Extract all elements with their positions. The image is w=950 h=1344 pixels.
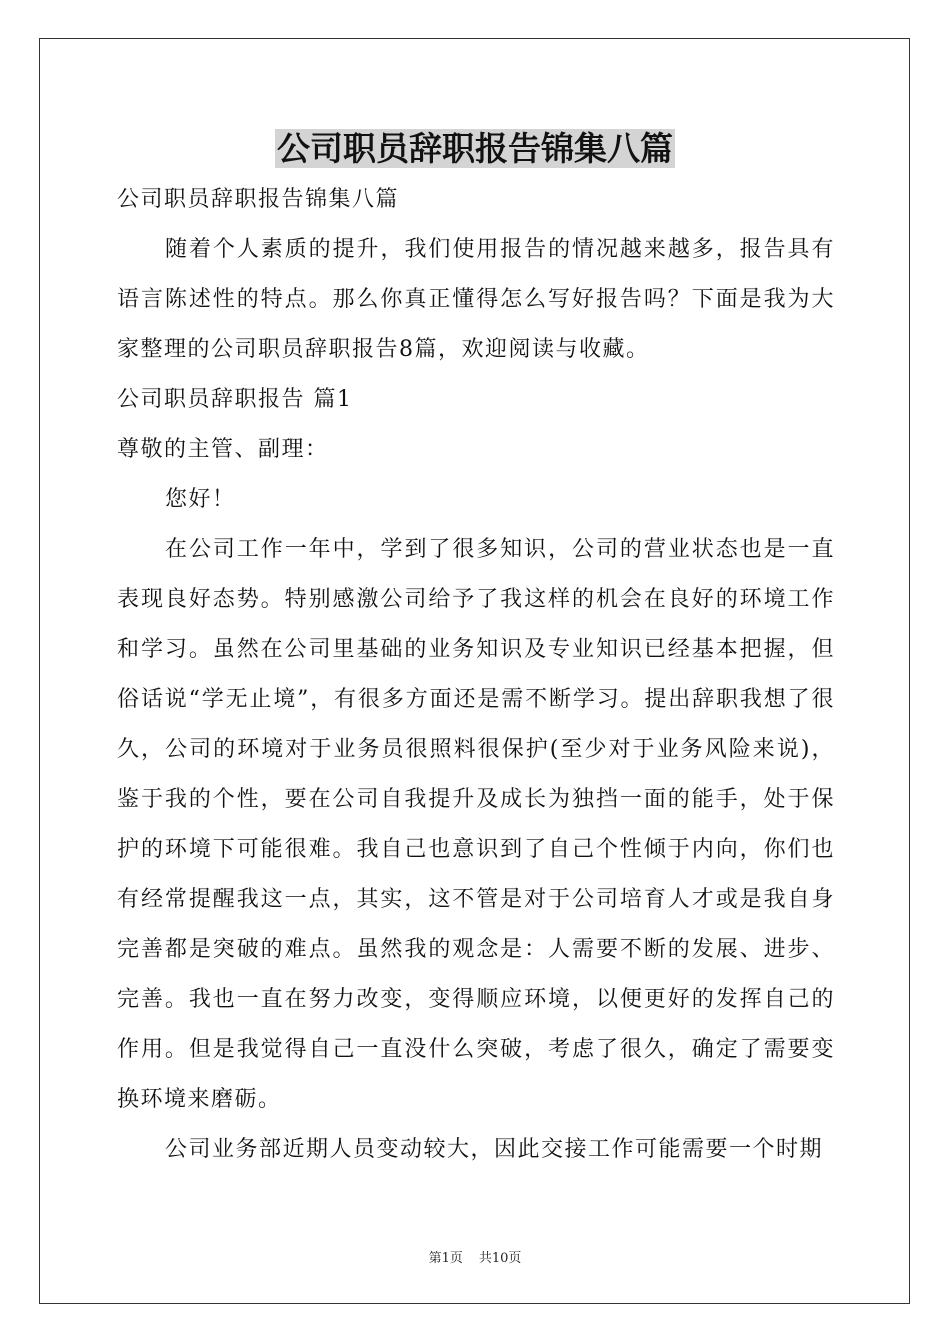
salutation: 尊敬的主管、副理： [117, 437, 329, 462]
page-footer [0, 1247, 950, 1266]
section-heading: 公司职员辞职报告 篇1 [117, 387, 353, 412]
page-number-current: 第1页 [428, 1251, 463, 1266]
body-paragraph-1: 在公司工作一年中，学到了很多知识，公司的营业状态也是一直表现良好态势。特别感激公司给予了我这样的机会在良好的环境工作和学习。虽然在公司里基础的业务知识及专业知识已经基本把握，但俗话说“学无止境”，有很多方面还是需不断学习。提出辞职我想了很久，公司的环境对于业务员很照料很保护(至少对于业务风险来说)，鉴于我的个性，要在公司自我提升及成长为独挡一面的能手，处于保护的环境下可能很难。我自己也意识到了自己个性倾于内向，你们也有经常提醒我这一点，其实，这不管是对于公司培育人才或是我自身完善都是突破的难点。虽然我的观念是：人需要不断的发展、进步、完善。我也一直在努力改变，变得顺应环境，以便更好的发挥自己的作用。但是我觉得自己一直没什么突破，考虑了很久，确定了需要变换环境来磨砺。 [117, 537, 835, 1112]
page-number-total: 共10页 [478, 1251, 522, 1266]
body-paragraph-2: 公司业务部近期人员变动较大，因此交接工作可能需要一个时期 [165, 1137, 824, 1162]
greeting: 您好！ [165, 487, 236, 512]
document-subtitle: 公司职员辞职报告锦集八篇 [117, 187, 400, 212]
document-title-text: 公司职员辞职报告锦集八篇 [277, 129, 673, 168]
document-body [117, 175, 835, 1175]
intro-paragraph: 随着个人素质的提升，我们使用报告的情况越来越多，报告具有语言陈述性的特点。那么你真正懂得怎么写好报告吗？下面是我为大家整理的公司职员辞职报告8篇，欢迎阅读与收藏。 [117, 237, 835, 362]
document-title [0, 127, 950, 171]
